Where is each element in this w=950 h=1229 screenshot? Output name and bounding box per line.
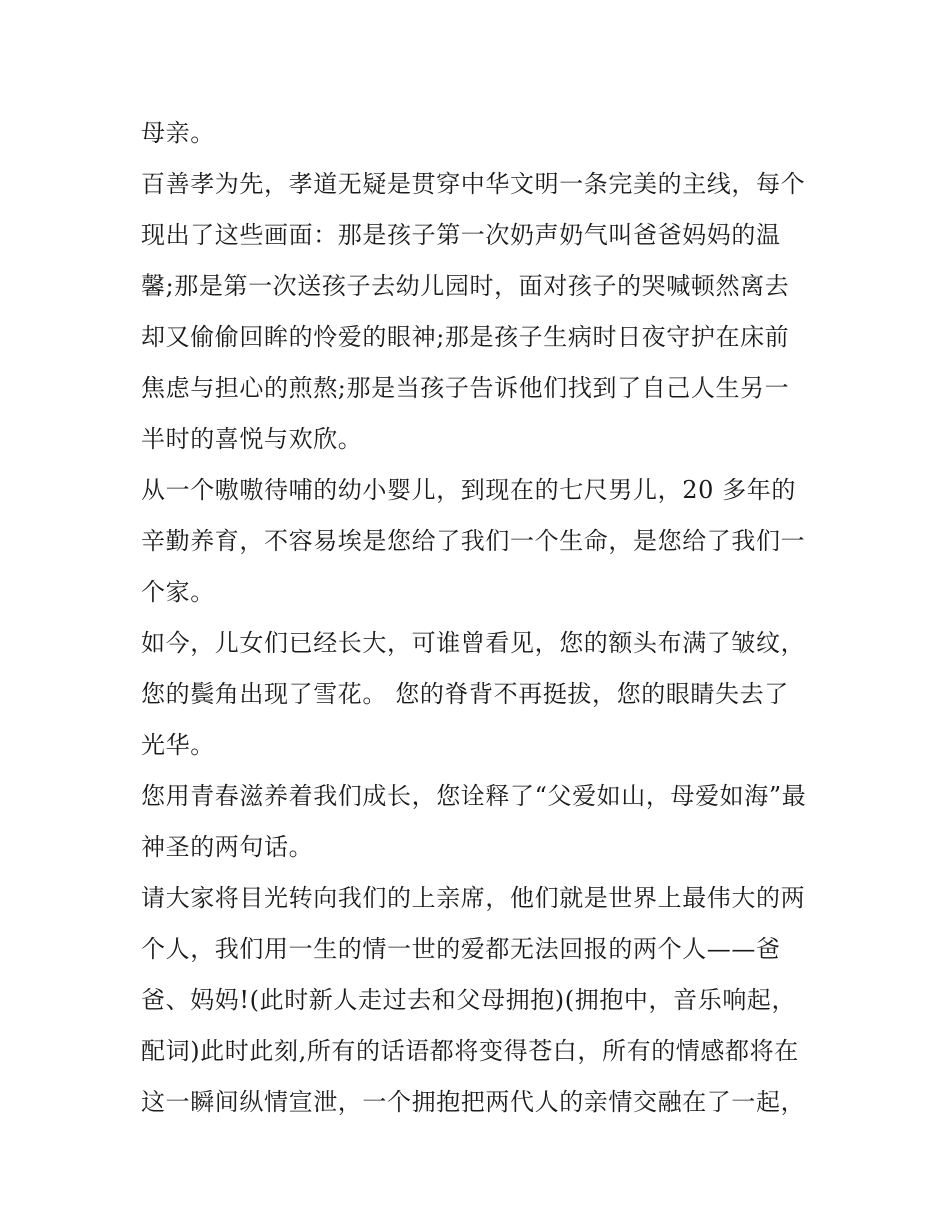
paragraph: 请大家将目光转向我们的上亲席，他们就是世界上最伟大的两 个人，我们用一生的情一世的爱都无法回报的两个人——爸 爸、妈妈!(此时新人走过去和父母拥抱)(拥抱中，音乐响起， 配词)此时此刻,所有的话语都将变得苍白，所有的情感都将在 这一瞬间纵情宣泄，一个拥抱把两代人的亲情交融在了一起，	[141, 884, 806, 1116]
document-body	[141, 108, 821, 1128]
paragraph: 百善孝为先，孝道无疑是贯穿中华文明一条完美的主线，每个 现出了这些画面：那是孩子第一次奶声奶气叫爸爸妈妈的温 馨;那是第一次送孩子去幼儿园时，面对孩子的哭喊顿然离去 却又偷偷回眸的怜爱的眼神;那是孩子生病时日夜守护在床前 焦虑与担心的煎熬;那是当孩子告诉他们找到了自己人生另一 半时的喜悦与欢欣。	[141, 170, 806, 453]
paragraph: 从一个嗷嗷待哺的幼小婴儿，到现在的七尺男儿，20 多年的 辛勤养育，不容易埃是您给了我们一个生命，是您给了我们一 个家。	[141, 476, 806, 606]
paragraph: 您用青春滋养着我们成长，您诠释了“父爱如山，母爱如海”最 神圣的两句话。	[141, 782, 807, 861]
paragraph: 如今，儿女们已经长大，可谁曾看见，您的额头布满了皱纹， 您的鬓角出现了雪花。 您的脊背不再挺拔，您的眼睛失去了 光华。	[141, 629, 806, 759]
paragraph: 母亲。	[141, 119, 215, 147]
